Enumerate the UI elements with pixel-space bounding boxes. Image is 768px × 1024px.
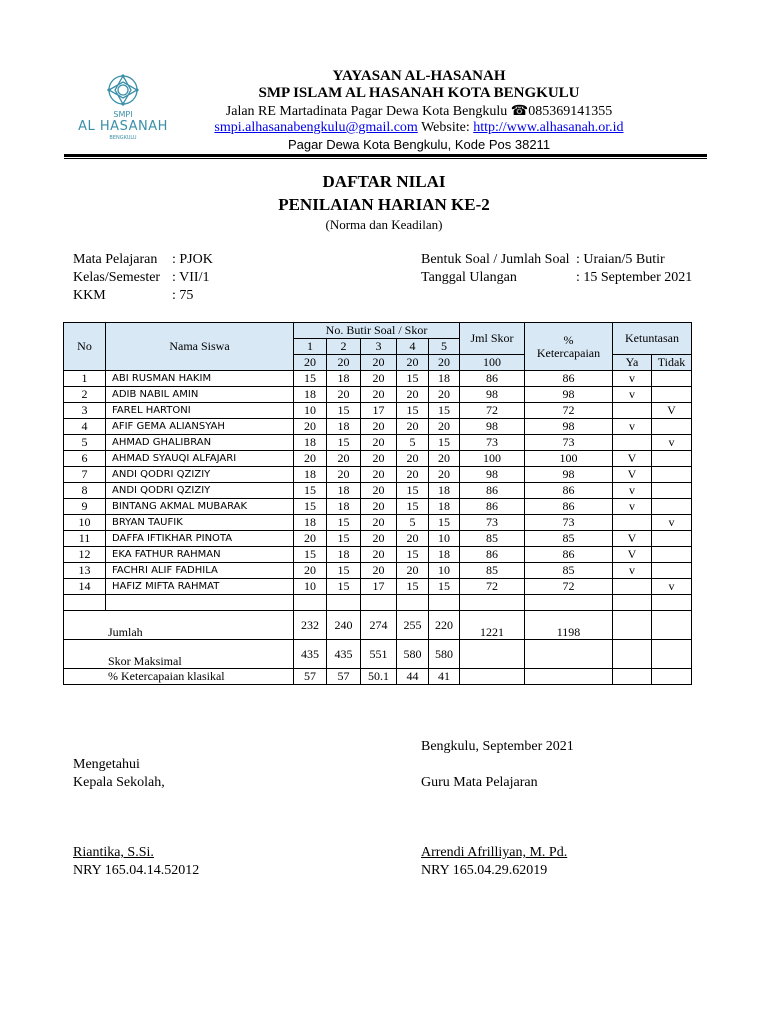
classical-item: 44 [397,669,429,685]
table-row [64,563,692,579]
empty-cell [652,595,692,611]
item-score: 15 [294,547,327,563]
max-score-label: Skor Maksimal [64,640,294,669]
table-row [64,579,692,595]
empty-cell [613,669,652,685]
empty-cell [613,640,652,669]
item-score: 15 [294,371,327,387]
empty-cell [397,595,429,611]
item-score: 20 [294,531,327,547]
item-score: 20 [429,419,460,435]
item-score: 10 [294,403,327,419]
item-score: 18 [327,547,361,563]
empty-cell [361,595,397,611]
student-name: DAFFA IFTIKHAR PINOTA [106,531,294,547]
item-score: 20 [361,499,397,515]
total-score: 85 [460,563,525,579]
item-score: 17 [361,579,397,595]
table-row [64,387,692,403]
website-link[interactable]: http://www.alhasanah.or.id [473,120,624,135]
kkm-label: KKM [73,288,106,303]
student-name: EKA FATHUR RAHMAN [106,547,294,563]
item-score: 18 [294,515,327,531]
item-score: 15 [397,371,429,387]
item-score: 20 [397,531,429,547]
empty-cell [652,669,692,685]
percent-score: 72 [525,579,613,595]
item-score: 20 [327,387,361,403]
not-passed-mark [652,451,692,467]
percent-score: 72 [525,403,613,419]
passed-mark: V [613,467,652,483]
item-score: 18 [327,499,361,515]
total-score: 86 [460,547,525,563]
item-score: 18 [429,499,460,515]
empty-cell [525,669,613,685]
item-score: 5 [397,435,429,451]
item-score: 15 [327,563,361,579]
item-score: 20 [327,467,361,483]
empty-cell [460,595,525,611]
item-score: 15 [397,403,429,419]
header-divider-thick [64,154,707,157]
header-item-max: 20 [294,355,327,371]
item-score: 20 [361,451,397,467]
header-name: Nama Siswa [106,323,294,371]
row-no: 10 [64,515,106,531]
row-no: 14 [64,579,106,595]
header-total: Jml Skor [460,323,525,355]
not-passed-mark: V [652,403,692,419]
item-score: 18 [429,371,460,387]
passed-mark: V [613,547,652,563]
header-ya: Ya [613,355,652,371]
row-no: 12 [64,547,106,563]
not-passed-mark [652,499,692,515]
table-row [64,435,692,451]
item-score: 18 [294,435,327,451]
row-no: 11 [64,531,106,547]
student-name: FACHRI ALIF FADHILA [106,563,294,579]
empty-cell [460,669,525,685]
empty-cell [64,595,106,611]
item-score: 20 [397,419,429,435]
sum-item: 232 [294,611,327,640]
item-score: 20 [429,451,460,467]
item-score: 18 [327,483,361,499]
row-no: 5 [64,435,106,451]
sum-total: 1221 [460,611,525,640]
item-score: 17 [361,403,397,419]
item-score: 18 [327,419,361,435]
principal-nry: NRY 165.04.14.52012 [73,863,200,878]
table-row [64,499,692,515]
header-percent-label: Ketercapaian [536,345,601,360]
item-score: 20 [429,467,460,483]
student-name: FAREL HARTONI [106,403,294,419]
header-tidak: Tidak [652,355,692,371]
total-score: 72 [460,403,525,419]
item-score: 20 [361,515,397,531]
logo-name-text: AL HASANAH [78,119,168,134]
empty-cell [327,595,361,611]
document-note: (Norma dan Keadilan) [325,217,443,232]
header-no: No [64,323,106,371]
percent-score: 86 [525,371,613,387]
empty-cell [525,640,613,669]
percent-score: 86 [525,547,613,563]
row-no: 13 [64,563,106,579]
teacher-title: Guru Mata Pelajaran [421,775,538,790]
not-passed-mark [652,371,692,387]
sum-row [64,611,692,640]
not-passed-mark [652,531,692,547]
empty-cell [525,595,613,611]
student-name: AHMAD SYAUQI ALFAJARI [106,451,294,467]
not-passed-mark: v [652,515,692,531]
sum-item: 240 [327,611,361,640]
item-score: 15 [327,403,361,419]
website-label: Website: [417,120,474,135]
logo-small-text: SMPI [113,110,133,119]
table-row [64,547,692,563]
percent-score: 86 [525,483,613,499]
item-score: 20 [397,387,429,403]
header-item-number: 3 [361,339,397,355]
empty-cell [460,640,525,669]
item-score: 15 [397,579,429,595]
classical-label: % Ketercapaian klasikal [64,669,294,685]
item-score: 20 [294,563,327,579]
item-score: 20 [361,563,397,579]
passed-mark: v [613,499,652,515]
header-items: No. Butir Soal / Skor [294,323,460,339]
row-no: 4 [64,419,106,435]
empty-cell [613,611,652,640]
subject-label: Mata Pelajaran [73,252,158,267]
total-score: 98 [460,387,525,403]
class-label: Kelas/Semester [73,270,161,285]
item-score: 15 [397,483,429,499]
school-address-phone: Jalan RE Martadinata Pagar Dewa Kota Bengkulu ☎085369141355 [225,104,613,119]
passed-mark [613,579,652,595]
table-row [64,403,692,419]
student-name: HAFIZ MIFTA RAHMAT [106,579,294,595]
header-completion: Ketuntasan [613,323,692,355]
max-score-item: 580 [429,640,460,669]
row-no: 9 [64,499,106,515]
passed-mark [613,403,652,419]
item-score: 20 [397,451,429,467]
empty-cell [294,595,327,611]
classical-item: 57 [327,669,361,685]
grades-table [63,322,692,685]
form-value: : Uraian/5 Butir [576,252,665,267]
item-score: 15 [294,499,327,515]
item-score: 20 [361,371,397,387]
percent-score: 73 [525,435,613,451]
item-score: 15 [397,547,429,563]
item-score: 18 [429,483,460,499]
item-score: 20 [361,435,397,451]
class-value: : VII/1 [172,270,210,285]
student-name: ABI RUSMAN HAKIM [106,371,294,387]
sum-label: Jumlah [64,611,294,640]
percent-score: 85 [525,531,613,547]
classical-item: 41 [429,669,460,685]
passed-mark: V [613,531,652,547]
percent-score: 73 [525,515,613,531]
header-divider-thin [64,158,707,159]
header-item-max: 20 [397,355,429,371]
item-score: 20 [397,467,429,483]
header-item-number: 1 [294,339,327,355]
max-score-item: 435 [327,640,361,669]
item-score: 15 [429,515,460,531]
item-score: 18 [294,387,327,403]
item-score: 15 [327,579,361,595]
item-score: 20 [327,451,361,467]
row-no: 8 [64,483,106,499]
email-link[interactable]: smpi.alhasanabengkulu@gmail.com [214,120,418,135]
empty-cell [613,595,652,611]
item-score: 20 [294,451,327,467]
item-score: 15 [327,531,361,547]
item-score: 15 [429,435,460,451]
passed-mark: v [613,483,652,499]
header-percent-symbol: % [563,332,574,347]
item-score: 15 [327,515,361,531]
passed-mark [613,515,652,531]
not-passed-mark [652,467,692,483]
percent-score: 98 [525,419,613,435]
principal-title: Kepala Sekolah, [73,775,165,790]
header-item-number: 5 [429,339,460,355]
empty-cell [106,595,294,611]
item-score: 20 [361,467,397,483]
principal-name: Riantika, S.Si. [73,845,154,860]
table-row [64,451,692,467]
percent-score: 86 [525,499,613,515]
logo-city-text: BENGKULU [109,135,137,141]
student-name: ANDI QODRI QZIZIY [106,467,294,483]
not-passed-mark: v [652,435,692,451]
sum-item: 220 [429,611,460,640]
total-score: 72 [460,579,525,595]
total-score: 100 [460,451,525,467]
student-name: BRYAN TAUFIK [106,515,294,531]
document-title: DAFTAR NILAI [322,172,446,191]
student-name: AHMAD GHALIBRAN [106,435,294,451]
total-score: 86 [460,483,525,499]
percent-score: 85 [525,563,613,579]
empty-row [64,595,692,611]
place-date: Bengkulu, September 2021 [421,739,574,754]
teacher-name: Arrendi Afrilliyan, M. Pd. [421,845,568,860]
item-score: 20 [361,547,397,563]
item-score: 18 [327,371,361,387]
not-passed-mark [652,419,692,435]
header-item-number: 4 [397,339,429,355]
kkm-value: : 75 [172,288,194,303]
sum-percent: 1198 [525,611,613,640]
passed-mark: v [613,371,652,387]
table-row [64,467,692,483]
item-score: 5 [397,515,429,531]
school-name: SMP ISLAM AL HASANAH KOTA BENGKULU [258,85,580,101]
total-score: 86 [460,371,525,387]
percent-score: 100 [525,451,613,467]
date-label: Tanggal Ulangan [421,270,517,285]
item-score: 10 [429,563,460,579]
header-item-max: 20 [429,355,460,371]
form-label: Bentuk Soal / Jumlah Soal [421,252,570,267]
total-score: 73 [460,435,525,451]
max-score-row [64,640,692,669]
item-score: 15 [429,403,460,419]
header-max-total: 100 [460,355,525,371]
table-row [64,483,692,499]
sum-item: 274 [361,611,397,640]
table-row [64,371,692,387]
total-score: 86 [460,499,525,515]
student-name: ANDI QODRI QZIZIY [106,483,294,499]
empty-cell [652,640,692,669]
max-score-item: 551 [361,640,397,669]
passed-mark: V [613,451,652,467]
item-score: 20 [361,531,397,547]
item-score: 20 [361,419,397,435]
item-score: 20 [294,419,327,435]
row-no: 6 [64,451,106,467]
item-score: 15 [397,499,429,515]
date-value: : 15 September 2021 [576,270,693,285]
item-score: 18 [429,547,460,563]
total-score: 85 [460,531,525,547]
empty-cell [429,595,460,611]
row-no: 3 [64,403,106,419]
total-score: 98 [460,419,525,435]
classical-item: 57 [294,669,327,685]
percent-score: 98 [525,387,613,403]
item-score: 10 [294,579,327,595]
passed-mark [613,435,652,451]
header-item-max: 20 [361,355,397,371]
max-score-item: 435 [294,640,327,669]
not-passed-mark [652,547,692,563]
total-score: 98 [460,467,525,483]
classical-row [64,669,692,685]
student-name: AFIF GEMA ALIANSYAH [106,419,294,435]
not-passed-mark [652,387,692,403]
row-no: 7 [64,467,106,483]
subject-value: : PJOK [172,252,213,267]
not-passed-mark: v [652,579,692,595]
total-score: 73 [460,515,525,531]
acknowledge-label: Mengetahui [73,757,140,772]
item-score: 18 [294,467,327,483]
foundation-name: YAYASAN AL-HASANAH [332,68,506,84]
teacher-nry: NRY 165.04.29.62019 [421,863,548,878]
header-item-number: 2 [327,339,361,355]
classical-item: 50.1 [361,669,397,685]
table-row [64,515,692,531]
table-row [64,531,692,547]
empty-cell [652,611,692,640]
row-no: 2 [64,387,106,403]
contact-line [35,120,768,136]
not-passed-mark [652,563,692,579]
percent-score: 98 [525,467,613,483]
max-score-item: 580 [397,640,429,669]
header-item-max: 20 [327,355,361,371]
item-score: 10 [429,531,460,547]
passed-mark: v [613,387,652,403]
item-score: 15 [429,579,460,595]
item-score: 20 [361,483,397,499]
item-score: 15 [327,435,361,451]
passed-mark: v [613,563,652,579]
student-name: BINTANG AKMAL MUBARAK [106,499,294,515]
item-score: 20 [397,563,429,579]
not-passed-mark [652,483,692,499]
item-score: 20 [429,387,460,403]
item-score: 20 [361,387,397,403]
document-subtitle: PENILAIAN HARIAN KE-2 [278,195,490,214]
passed-mark: v [613,419,652,435]
item-score: 15 [294,483,327,499]
student-name: ADIB NABIL AMIN [106,387,294,403]
row-no: 1 [64,371,106,387]
sum-item: 255 [397,611,429,640]
postal-address: Pagar Dewa Kota Bengkulu, Kode Pos 38211 [287,137,551,152]
header-percent [525,323,613,371]
table-row [64,419,692,435]
